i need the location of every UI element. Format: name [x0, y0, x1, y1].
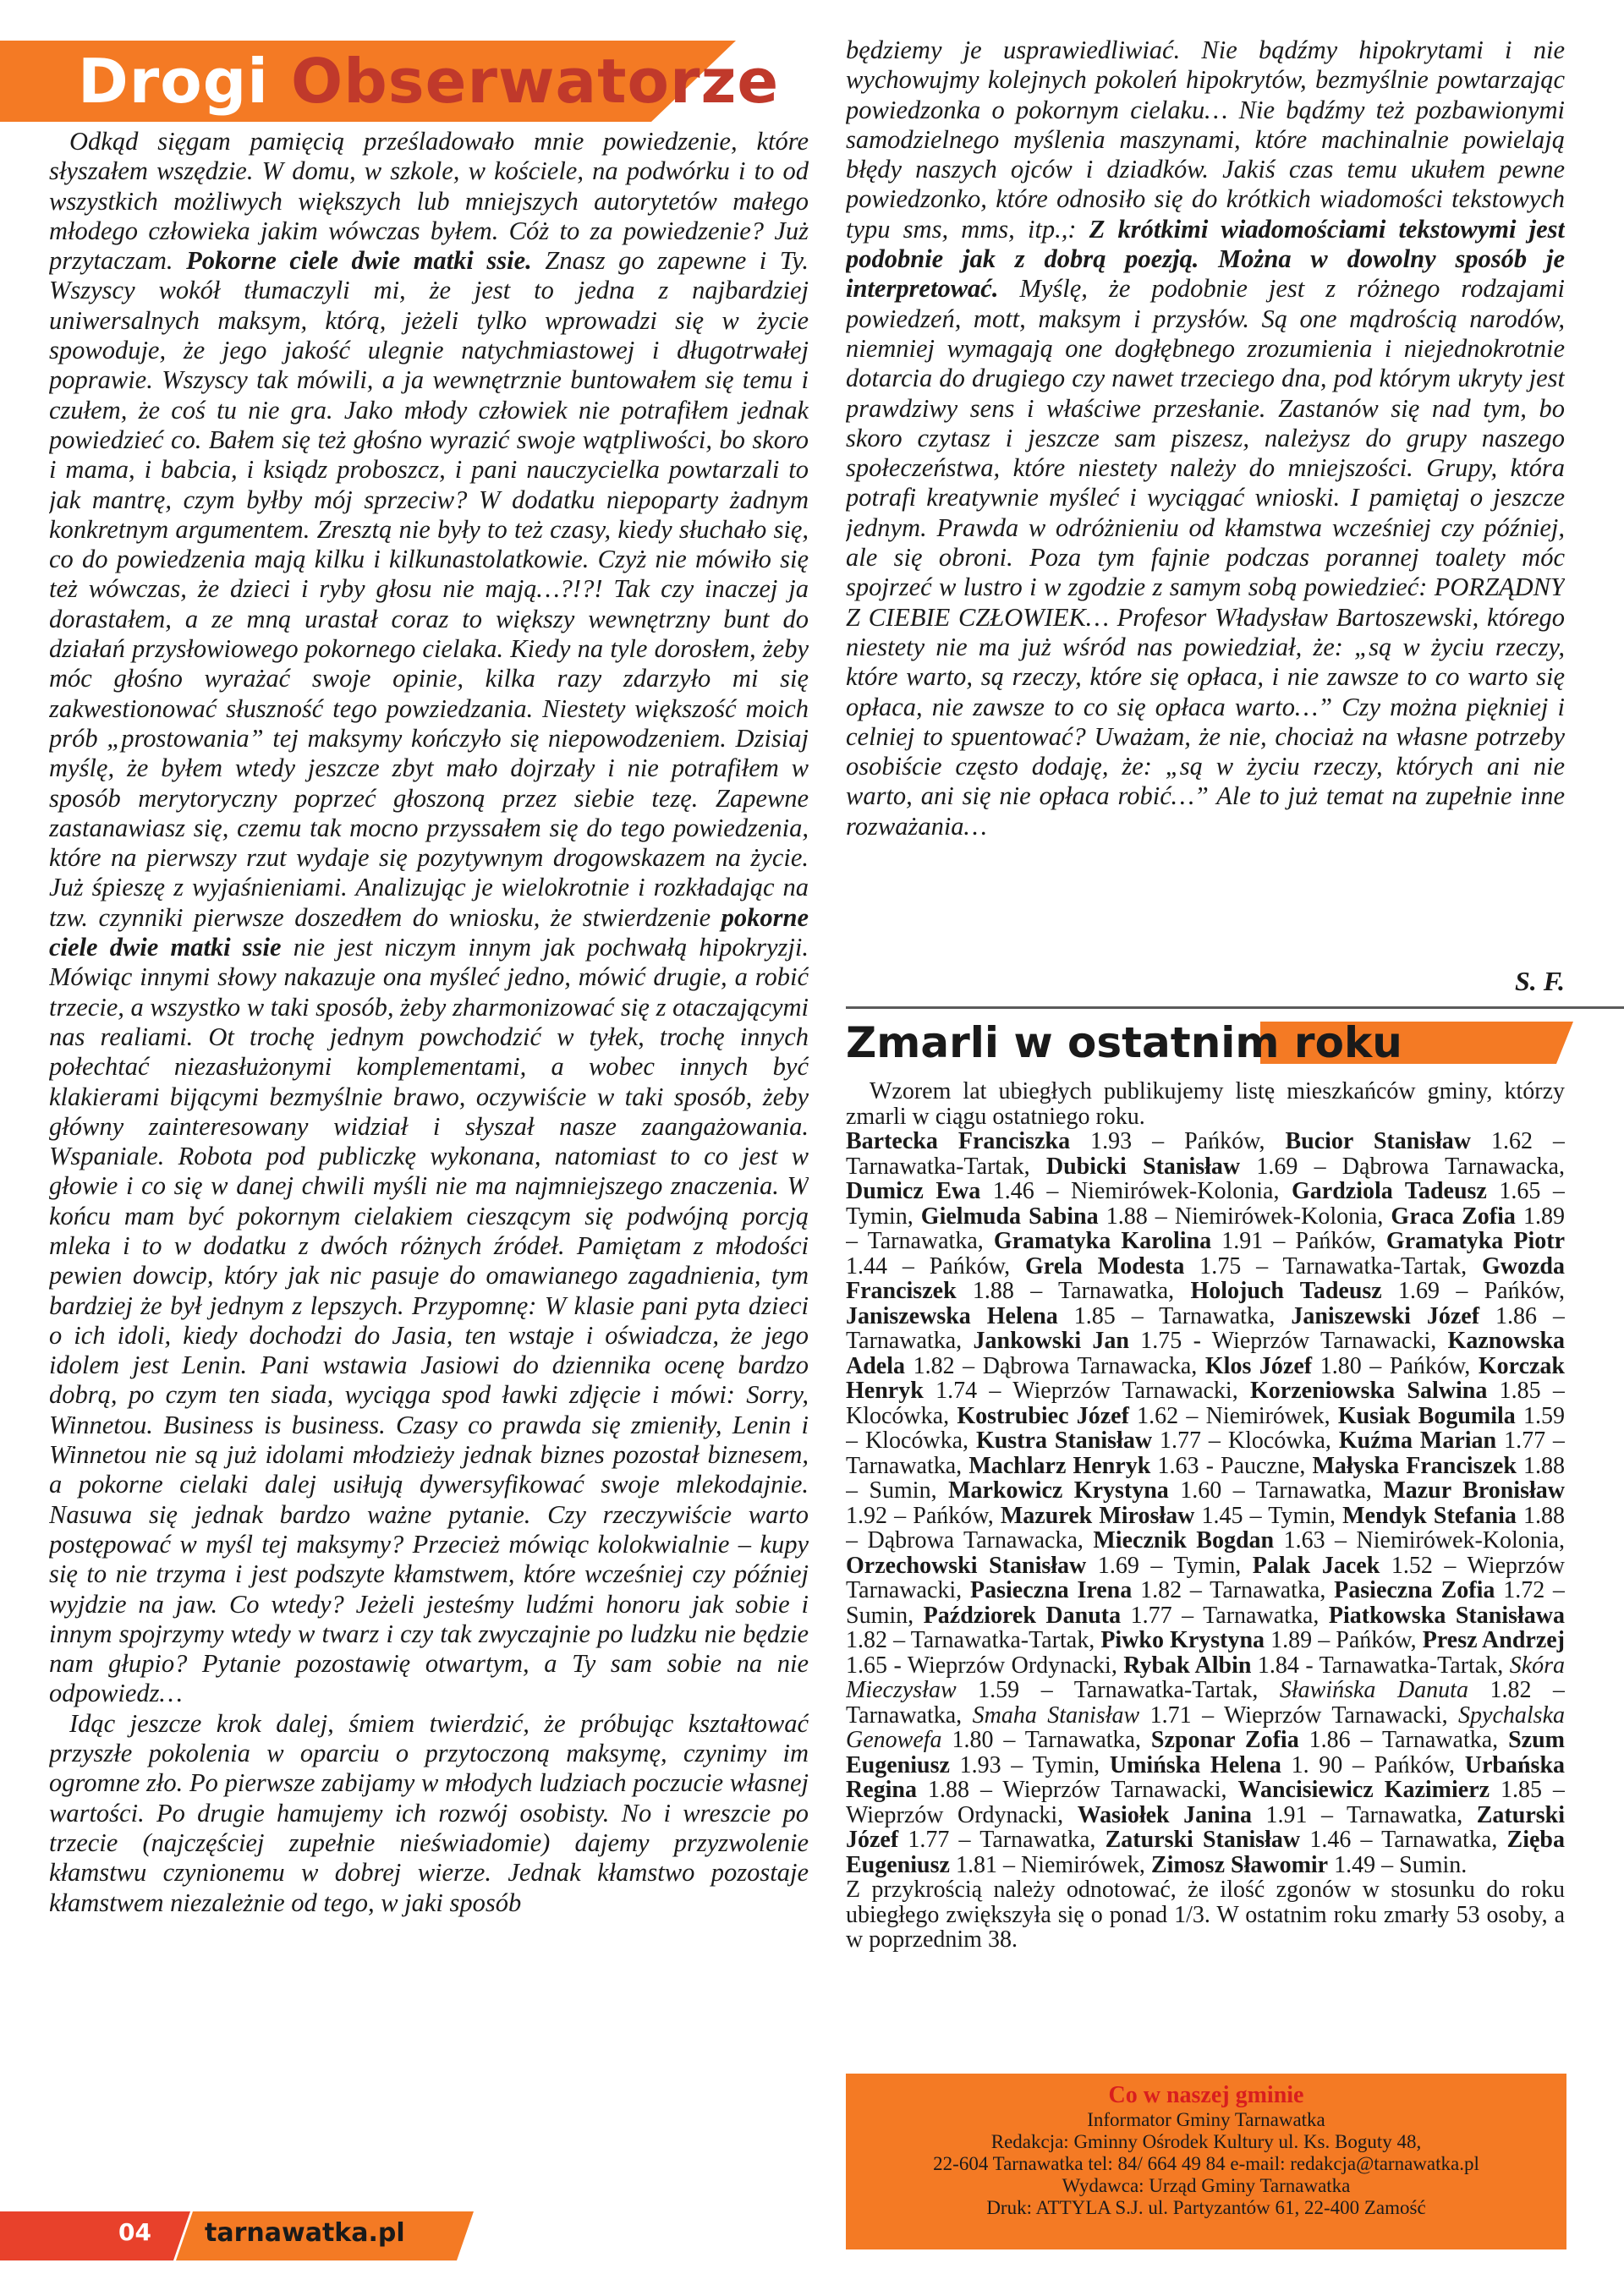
obituary-name: Sławińska Danuta [1279, 1677, 1468, 1703]
article-text: będziemy je usprawiedliwiać. Nie bądźmy hipokrytami i nie wychowujmy kolejnych pokoleń hipokrytów, bezmyślnie powtarzając powiedzonka o pokornym cielaku… Nie bądźmy też pozbawionymi samodzielnego myślenia maszynami, które machinalnie powielają błędy naszych ojców i dziadków. Jakiś czas temu ukułem pewne powiedzonko, które odnosiło się do krótkich wiadomości tekstowych typu sms, mms, itp.,: [846, 36, 1565, 244]
obituary-name: Mazur Bronisław [1383, 1477, 1565, 1504]
info-box-line: Redakcja: Gminny Ośrodek Kultury ul. Ks. Boguty 48, [990, 2131, 1422, 2152]
obituary-name: Korczak Henryk [846, 1352, 1565, 1404]
article-left-column [49, 127, 809, 2195]
obituary-name: Umińska Helena [1109, 1751, 1281, 1778]
obituary-name: Janiszewska Helena [846, 1302, 1058, 1329]
obituary-details: 1.77 – Tarnawatka, [898, 1827, 1106, 1853]
obituary-name: Jankowski Jan [973, 1328, 1129, 1354]
obituary-name: Orzechowski Stanisław [846, 1552, 1087, 1579]
obituary-list [846, 1129, 1565, 1877]
title-word-1: Drogi [78, 46, 269, 117]
obituary-details: 1.88 – Sumin, [846, 1452, 1565, 1504]
obituary-details: 1.46 – Tarnawatka, [1300, 1827, 1507, 1853]
obituary-name: Palak Jacek [1252, 1552, 1380, 1579]
page-number: 04 [118, 2218, 151, 2246]
article-text: nie jest niczym innym jak pochwałą hipokryzji. Mówiąc innymi słowy nakazuje ona myśleć jedno, mówić drugie, a robić trzecie, a wszystko w taki sposób, żeby zharmonizować się z otaczającymi nas realiami. Ot trochę jednym powchodzić w tyłek, trochę innych połechtać niezasłużonymi komplementami, a wobec innych być klakierami bijącymi bezmyślnie brawo, oczywiście w taki sposób, żeby główny zainteresowany widział i słyszał nasze zaangażowania. Wspaniale. Robota pod publiczkę wykonana, natomiast to co jest w głowie i co się w danej chwili myśli nie ma najmniejszego znaczenia. W końcu mam być pokornym cielakiem cieszącym się podwójną porcją mleka i to w dodatku z dwóch różnych źródeł. Pamiętam z młodości pewien dowcip, który jak nic pasuje do omawianego zagadnienia, tym bardziej że był jednym z lepszych. Przypomnę: W klasie pani pyta dzieci o ich idoli, kiedy dochodzi do Jasia, ten wstaje i oświadcza, że jego idolem jest Lenin. Pani wstawia Jasiowi do dziennika ocenę bardzo dobrą, po czym ten siada, wyciąga spod ławki zdjęcie i mówi: Sorry, Winnetou. Business is business. Czasy co prawda się zmieniły, Lenin i Winnetou nie są już idolami młodzieży jednak biznes pozostał biznesem, a pokorne cielaki dalej usiłują dywersyfikować swoje mlekodajnie. Nasuwa się jednak bardzo ważne pytanie. Czy rzeczywiście warto postępować w myśl tej maksymy? Przecież mówiąc kolokwialnie – kupy się to nie trzyma i jest podszyte kłamstwem, które wcześniej czy później wyjdzie na jaw. Co wtedy? Jeżeli jesteśmy ludźmi honoru jak sobie i innym spojrzymy wtedy w twarz i czy tak zwyczajnie po ludzku nie będzie nam głupio? Pytanie pozostawię otwartym, a Ty sam sobie na nie odpowiedz… [49, 933, 809, 1708]
obituary-name: Kustra Stanisław [975, 1427, 1153, 1454]
obituary-details: 1.63 - Pauczne, [1150, 1452, 1313, 1479]
obituary-details: 1.88 – Tarnawatka, [956, 1278, 1191, 1304]
obituary-details: 1.77 – Klocówka, [1152, 1427, 1339, 1454]
title-word-2: Obserwatorze [291, 46, 780, 117]
obituary-details: 1.69 – Tymin, [1086, 1552, 1253, 1579]
section-divider [846, 1006, 1624, 1009]
obituary-details: 1.60 – Tarnawatka, [1168, 1477, 1384, 1504]
obituary-details: 1.86 – Tarnawatka, [846, 1302, 1565, 1354]
obituary-details: 1.92 – Pańków, [846, 1502, 1001, 1529]
obituary-name: Spychalska Genowefa [846, 1701, 1565, 1753]
obituary-name: Bucior Stanisław [1285, 1128, 1471, 1154]
obituary-details: 1.82 – Tarnawatka, [846, 1677, 1565, 1729]
obituary-details: 1.85 – Tarnawatka, [1057, 1302, 1292, 1329]
obituary-details: 1.62 – Tarnawatka-Tartak, [846, 1128, 1565, 1180]
obituary-details: 1.88 – Wieprzów Tarnawacki, [917, 1777, 1238, 1803]
obituary-name: Graca Zofia [1391, 1203, 1516, 1230]
obituary-details: 1.72 – Sumin, [846, 1577, 1565, 1629]
obituary-details: 1.85 – Wieprzów Ordynacki, [846, 1777, 1565, 1828]
obituary-name: Piatkowska Stanisława [1328, 1602, 1565, 1629]
obituary-name: Mazurek Mirosław [1000, 1502, 1195, 1529]
publication-info-box [846, 2074, 1566, 2249]
obituary-details: 1.59 – Tarnawatka-Tartak, [956, 1677, 1280, 1703]
obituary-details: 1.91 – Pańków, [1211, 1228, 1386, 1254]
info-box-line: Informator Gminy Tarnawatka [1087, 2109, 1325, 2130]
obituary-name: Janiszewski Józef [1291, 1302, 1480, 1329]
obituary-name: Mendyk Stefania [1342, 1502, 1517, 1529]
obituary-details: 1.49 – Sumin. [1328, 1851, 1468, 1878]
header-banner [0, 41, 780, 122]
obituary-name: Dubicki Stanisław [1045, 1153, 1241, 1180]
article-text: Znasz go zapewne i Ty. Wszyscy wokół tłumaczyli mi, że jest to jedna z najbardziej uniwersalnych maksym, którą, jeżeli tylko wprowadzi się w życie spowoduje, że jego jakość ulegnie natychmiastowej i długotrwałej poprawie. Wszyscy tak mówili, a ja wewnętrznie buntowałem się temu i czułem, że coś tu nie gra. Jako młody człowiek nie potrafiłem jednak powiedzieć co. Bałem się też głośno wyrazić swoje wątpliwości, bo skoro i mama, i babcia, i ksiądz proboszcz, i pani nauczycielka powtarzali to jak mantrę, czym byłby mój sprzeciw? W dodatku niepoparty żadnym konkretnym argumentem. Zresztą nie były to też czasy, kiedy słuchało się, co do powiedzenia mają kilku i kilkunastolatkowie. Czyż nie mówiło się też wówczas, że dzieci i ryby głosu nie mają…?!?! Tak czy inaczej ja dorastałem, a ze mną urastał coraz to większy wewnętrzny bunt do działań przysłowiowego pokornego cielaka. Kiedy na tyle dorosłem, żeby móc głośno wyrażać swoje opinie, kilka razy zdarzyło mi się zakwestionować słuszność tego powziedzania. Niestety większość moich prób „prostowania” tej maksymy kończyło się niepowodzeniem. Dzisiaj myślę, że byłem wtedy jeszcze zbyt mało dojrzały i nie potrafiłem w sposób merytoryczny poprzeć głoszoną przez siebie tezę. Zapewne zastanawiasz się, czemu tak mocno przyssałem się do tego powiedzenia, które na pierwszy rzut wydaje się pozytywnym drogowskazem na życie. Już śpieszę z wyjaśnieniami. Analizując je wielokrotnie i rozkładając na tzw. czynniki pierwsze doszedłem do wniosku, że stwierdzenie [49, 246, 809, 932]
info-box-title: Co w naszej gminie [1108, 2082, 1304, 2108]
obituary-details: 1.85 – Klocówka, [846, 1378, 1565, 1429]
obituary-details: 1.77 – Tarnawatka, [1121, 1602, 1329, 1629]
obituary-body [846, 1079, 1565, 2022]
obituary-title: Zmarli w ostatnim roku [846, 1018, 1402, 1067]
article-text: Myślę, że podobnie jest z różnego rodzajami powiedzeń, mott, maksym i przysłów. Są one mądrością narodów, niemniej wymagają one dogłębnego zrozumienia i niejednokrotnie dotarcia do drugiego czy nawet trzeciego dna, pod którym ukryty jest prawdziwy sens i właściwe przesłanie. Zastanów się nad tym, bo skoro czytasz i jeszcze sam piszesz, należysz do grupy naszego społeczeństwa, które niestety należy do mniejszości. Grupy, która potrafi kreatywnie myśleć i wyciągać wnioski. I pamiętaj o jeszcze jednym. Prawda w odróżnieniu od kłamstwa wcześniej czy później, ale się obroni. Poza tym fajnie podczas porannej toalety móc spojrzeć w lustro i w zgodzie z samym sobą powiedzieć: PORZĄDNY Z CIEBIE CZŁOWIEK… Profesor Władysław Bartoszewski, którego niestety nie ma już wśród nas powiedział, że: „są w życiu rzeczy, które warto, są rzeczy, które się opłaca, i nie zawsze to co warto się opłaca, nie zawsze to co się opłaca warto…” Czy można piękniej i celniej to spuentować? Uważam, że nie, chociaż na własne potrzeby osobiście często dodaję, że: „są w życiu rzeczy, których ani nie warto, ani się nie opłaca robić…” Ale to już temat na zupełnie inne rozważania… [846, 274, 1565, 841]
obituary-details: 1.44 – Pańków, [846, 1252, 1025, 1280]
obituary-details: 1.80 – Pańków, [1312, 1352, 1479, 1379]
page-title [78, 46, 779, 117]
obituary-name: Gwozda Franciszek [846, 1252, 1565, 1304]
obituary-details: 1.86 – Tarnawatka, [1298, 1727, 1509, 1753]
obituary-name: Wasiołek Janina [1077, 1801, 1253, 1828]
obituary-name: Zimosz Sławomir [1150, 1851, 1329, 1878]
obituary-name: Zaturski Stanisław [1105, 1827, 1301, 1853]
obituary-details: 1.77 – Tarnawatka, [846, 1427, 1565, 1479]
obituary-details: 1.93 – Pańków, [1070, 1128, 1286, 1154]
obituary-details: 1. 90 – Pańków, [1281, 1751, 1465, 1778]
site-link[interactable]: tarnawatka.pl [205, 2218, 405, 2248]
obituary-details: 1.81 – Niemirówek, [949, 1851, 1151, 1878]
obituary-name: Dumicz Ewa [846, 1178, 981, 1204]
obituary-name: Bartecka Franciszka [846, 1128, 1071, 1154]
obituary-details: 1.82 – Dąbrowa Tarnawacka, [905, 1352, 1205, 1379]
obituary-name: Piwko Krystyna [1100, 1627, 1265, 1653]
page-footer [0, 2211, 474, 2260]
obituary-name: Presz Andrzej [1422, 1627, 1565, 1653]
obituary-details: 1.75 - Wieprzów Tarnawacki, [1129, 1328, 1448, 1354]
obituary-name: Zaturski Józef [846, 1801, 1565, 1853]
obituary-name: Kostrubiec Józef [957, 1402, 1129, 1429]
obituary-details: 1.84 - Tarnawatka-Tartak, [1251, 1652, 1510, 1679]
obituary-details: 1.45 – Tymin, [1194, 1502, 1343, 1529]
obituary-name: Skóra Mieczysław [846, 1652, 1565, 1703]
article-highlight: Pokorne ciele dwie matki ssie. [186, 246, 532, 276]
obituary-details: 1.89 – Pańków, [1265, 1627, 1423, 1653]
obituary-name: Miecznik Bogdan [1093, 1527, 1275, 1553]
obituary-name: Gielmuda Sabina [920, 1203, 1099, 1230]
obituary-name: Wancisiewicz Kazimierz [1237, 1777, 1490, 1803]
obituary-name: Pasieczna Irena [970, 1577, 1133, 1603]
obituary-header [846, 1013, 1573, 1074]
obituary-details: 1.75 – Tarnawatka-Tartak, [1184, 1252, 1482, 1280]
obituary-name: Zięba Eugeniusz [846, 1827, 1565, 1878]
obituary-details: 1.46 – Niemirówek-Kolonia, [980, 1178, 1292, 1204]
article-highlight: Z krótkimi wiadomościami tekstowymi jest podobnie jak z dobrą poezją. Można w dowolny sposób je interpretować. [846, 214, 1565, 304]
article-highlight: pokorne ciele dwie matki ssie [49, 902, 809, 962]
obituary-name: Kaznowska Adela [846, 1328, 1565, 1379]
obituary-name: Kusiak Bogumila [1337, 1402, 1516, 1429]
obituary-name: Gramatyka Piotr [1385, 1228, 1565, 1254]
obituary-name: Smaha Stanisław [972, 1701, 1140, 1729]
obituary-details: 1.69 – Dąbrowa Tarnawacka, [1240, 1153, 1565, 1180]
obituary-details: 1.69 – Pańków, [1381, 1278, 1565, 1304]
obituary-outro: Z przykrością należy odnotować, że ilość zgonów w stosunku do roku ubiegłego zwiększyła się o ponad 1/3. W ostatnim roku zmarły 53 osoby, a w poprzednim 38. [846, 1877, 1565, 1953]
obituary-name: Machlarz Henryk [968, 1452, 1151, 1479]
obituary-details: 1.52 – Wieprzów Tarnawacki, [846, 1552, 1565, 1603]
obituary-name: Paździorek Danuta [923, 1602, 1122, 1629]
obituary-details: 1.82 – Tarnawatka, [1132, 1577, 1335, 1603]
article-paragraph-1 [49, 127, 809, 1709]
obituary-name: Holojuch Tadeusz [1190, 1278, 1382, 1304]
obituary-details: 1.88 – Niemirówek-Kolonia, [1098, 1203, 1391, 1230]
obituary-details: 1.71 – Wieprzów Tarnawacki, [1139, 1701, 1459, 1729]
obituary-name: Szum Eugeniusz [846, 1727, 1565, 1778]
obituary-intro: Wzorem lat ubiegłych publikujemy listę mieszkańców gminy, którzy zmarli w ciągu ostatniego roku. [846, 1079, 1565, 1130]
obituary-name: Markowicz Krystyna [948, 1477, 1169, 1504]
obituary-name: Urbańska Regina [846, 1751, 1565, 1803]
obituary-details: 1.93 – Tymin, [949, 1751, 1110, 1778]
obituary-name: Szponar Zofia [1150, 1727, 1299, 1753]
obituary-details: 1.65 – Tymin, [846, 1178, 1565, 1230]
obituary-name: Rybak Albin [1123, 1652, 1252, 1679]
info-box-line: Wydawca: Urząd Gminy Tarnawatka [1062, 2175, 1351, 2196]
obituary-details: 1.59 – Klocówka, [846, 1402, 1565, 1454]
obituary-details: 1.91 – Tarnawatka, [1252, 1801, 1477, 1828]
obituary-details: 1.80 – Tarnawatka, [941, 1727, 1151, 1753]
info-box-line: 22-604 Tarnawatka tel: 84/ 664 49 84 e-mail: redakcja@tarnawatka.pl [933, 2153, 1479, 2174]
obituary-details: 1.82 – Tarnawatka-Tartak, [846, 1627, 1101, 1653]
article-text: Odkąd sięgam pamięcią prześladowało mnie powiedzenie, które słyszałem wszędzie. W domu, w szkole, w kościele, na podwórku i to od wszystkich możliwych większych lub mniejszych autorytetów małego młodego człowieka jakim wówczas byłem. Cóż to za powiedzenie? Już przytaczam. [49, 127, 809, 276]
obituary-details: 1.62 – Niemirówek, [1128, 1402, 1338, 1429]
article-right-column [846, 36, 1565, 991]
obituary-name: Kuźma Marian [1338, 1427, 1497, 1454]
obituary-details: 1.89 – Tarnawatka, [846, 1203, 1565, 1254]
obituary-name: Gramatyka Karolina [993, 1228, 1212, 1254]
obituary-details: 1.65 - Wieprzów Ordynacki, [846, 1652, 1124, 1679]
info-box-line: Druk: ATTYLA S.J. ul. Partyzantów 61, 22-400 Zamość [986, 2197, 1426, 2218]
obituary-name: Małyska Franciszek [1312, 1452, 1517, 1479]
obituary-name: Grela Modesta [1025, 1252, 1185, 1280]
obituary-name: Gardziola Tadeusz [1292, 1178, 1487, 1204]
obituary-name: Klos Józef [1204, 1352, 1313, 1379]
article-signature: S. F. [1514, 966, 1565, 996]
obituary-details: 1.88 – Dąbrowa Tarnawacka, [846, 1502, 1565, 1553]
obituary-name: Pasieczna Zofia [1334, 1577, 1495, 1603]
obituary-details: 1.74 – Wieprzów Tarnawacki, [923, 1378, 1251, 1404]
obituary-name: Korzeniowska Salwina [1250, 1378, 1488, 1404]
obituary-details: 1.63 – Niemirówek-Kolonia, [1274, 1527, 1565, 1553]
article-paragraph-2: Idąc jeszcze krok dalej, śmiem twierdzić, że próbując kształtować przyszłe pokolenia w oparciu o przytoczoną maksymę, czynimy im ogromne zło. Po pierwsze zabijamy w młodych ludziach poczucie własnej wartości. Po drugie hamujemy ich rozwój osobisty. No i wreszcie po trzecie (najczęściej zupełnie nieświadomie) dajemy przyzwolenie kłamstwu czynionemu w dobrej wierze. Jednak kłamstwo pozostaje kłamstwem niezależnie od tego, w jaki sposób [49, 1708, 809, 1917]
